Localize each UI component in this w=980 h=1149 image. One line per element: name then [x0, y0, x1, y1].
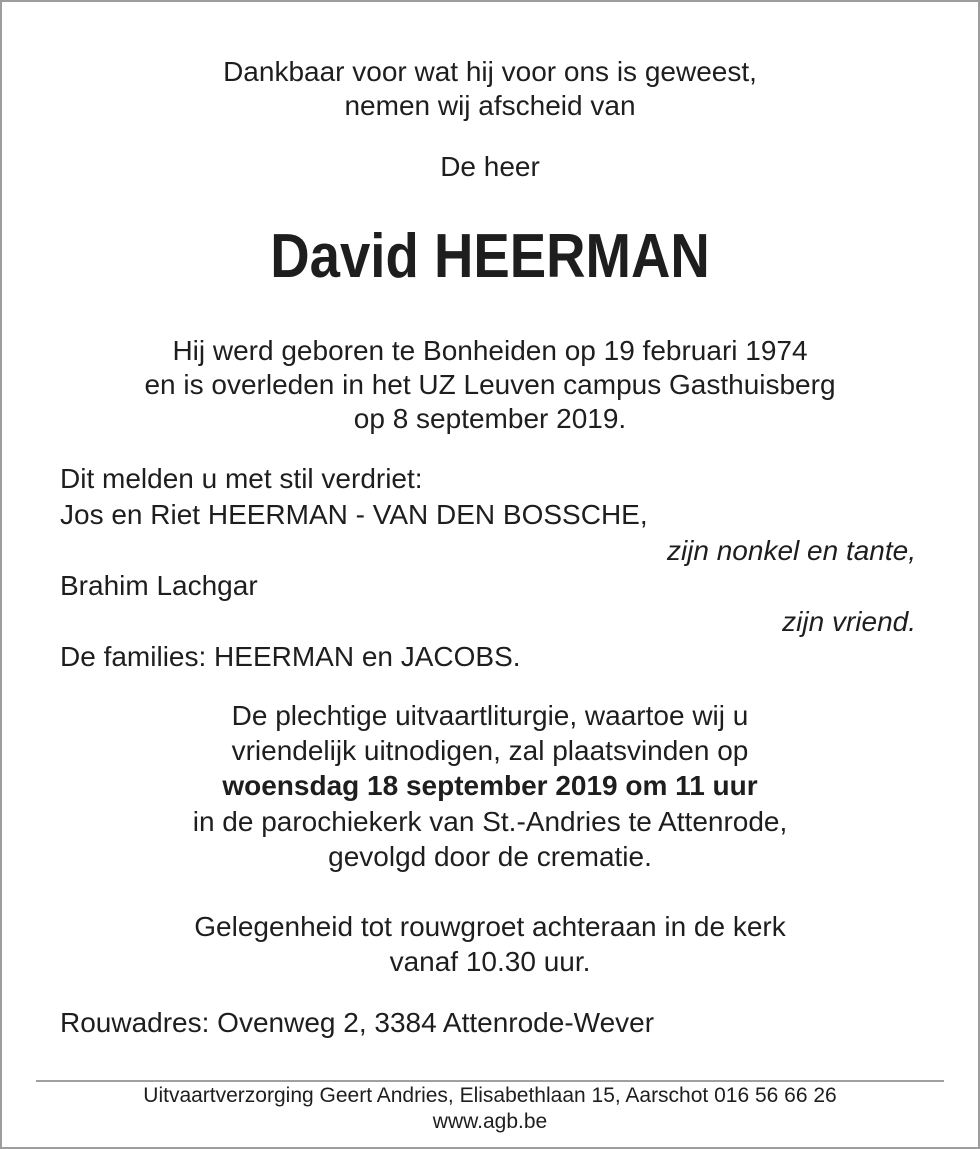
- ceremony-cremation: gevolgd door de crematie.: [328, 841, 652, 872]
- footer-divider: [36, 1080, 944, 1082]
- death-line: en is overleden in het UZ Leuven campus Gasthuisberg: [144, 369, 836, 400]
- condolences-line-2: vanaf 10.30 uur.: [389, 946, 591, 977]
- death-date-line: op 8 september 2019.: [353, 403, 627, 434]
- ceremony-location: in de parochiekerk van St.-Andries te Attenrode,: [192, 806, 788, 837]
- intro-line-1: Dankbaar voor wat hij voor ons is geweest,: [223, 56, 757, 87]
- families-line: De families: HEERMAN en JACOBS.: [60, 641, 521, 672]
- funeral-director: Uitvaartverzorging Geert Andries, Elisabethlaan 15, Aarschot 016 56 66 26: [143, 1084, 837, 1107]
- mourner-relation: zijn nonkel en tante,: [666, 535, 916, 566]
- website-link[interactable]: www.agb.be: [432, 1110, 548, 1133]
- salutation: De heer: [440, 151, 540, 182]
- ceremony-line-2: vriendelijk uitnodigen, zal plaatsvinden op: [231, 735, 749, 766]
- mourner-name: Brahim Lachgar: [60, 570, 258, 601]
- condolences-line-1: Gelegenheid tot rouwgroet achteraan in de kerk: [194, 911, 786, 942]
- ceremony-line-1: De plechtige uitvaartliturgie, waartoe wij u: [231, 700, 749, 731]
- mourner-relation: zijn vriend.: [782, 606, 916, 637]
- intro-line-2: nemen wij afscheid van: [344, 90, 636, 121]
- mourning-address: Rouwadres: Ovenweg 2, 3384 Attenrode-Wever: [60, 1007, 655, 1038]
- deceased-name: David HEERMAN: [270, 222, 710, 291]
- mourners-intro: Dit melden u met stil verdriet:: [60, 463, 423, 494]
- ceremony-datetime: woensdag 18 september 2019 om 11 uur: [222, 770, 758, 801]
- mourner-name: Jos en Riet HEERMAN - VAN DEN BOSSCHE,: [60, 499, 648, 530]
- birth-line: Hij werd geboren te Bonheiden op 19 februari 1974: [172, 335, 808, 366]
